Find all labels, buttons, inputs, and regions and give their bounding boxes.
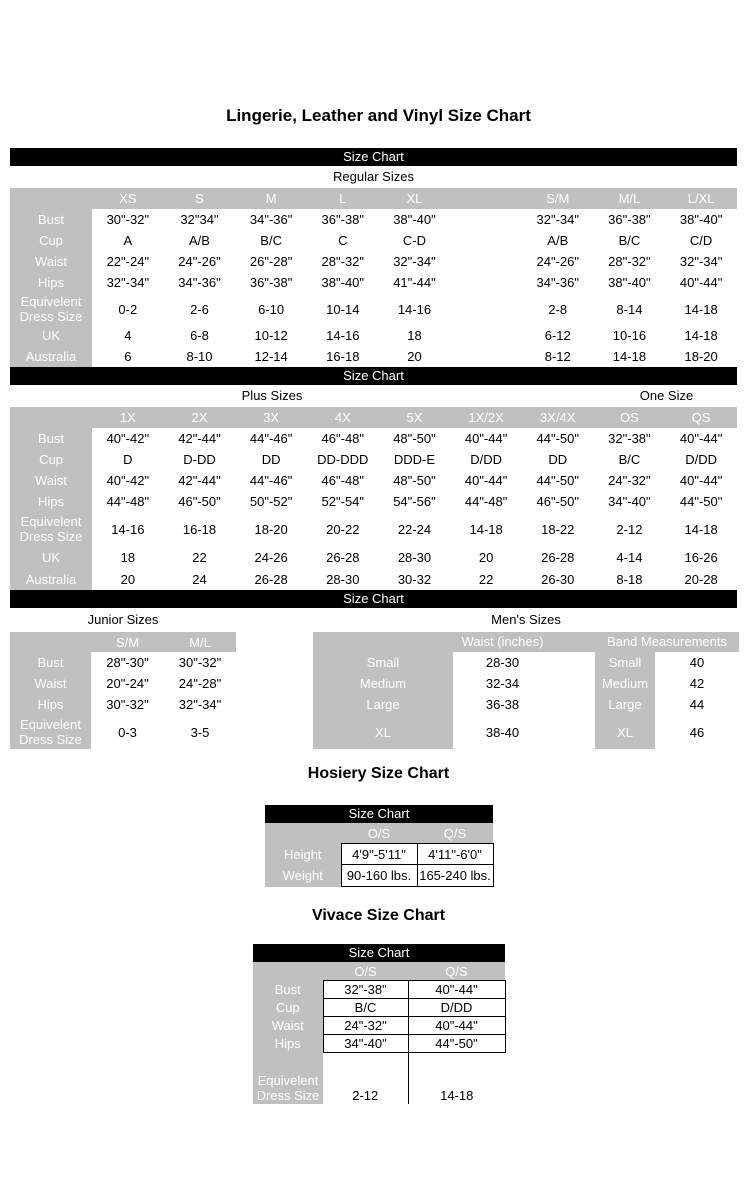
size-cell: 46"-50"	[522, 491, 594, 512]
size-cell: 2-12	[594, 512, 666, 546]
size-cell	[450, 230, 522, 251]
size-cell: 41"-44"	[379, 272, 451, 293]
table-row	[253, 1035, 505, 1053]
size-cell: 2-12	[323, 1065, 408, 1104]
size-cell: 28"-32"	[594, 251, 666, 272]
row-label	[253, 1053, 323, 1066]
mens-band-table	[595, 652, 739, 749]
size-cell: 8-10	[164, 346, 236, 367]
size-cell: 4-14	[594, 546, 666, 568]
size-cell: 32"-34"	[665, 251, 737, 272]
size-cell: 26-28	[235, 568, 307, 590]
size-cell: 26"-28"	[235, 251, 307, 272]
size-cell: 10-12	[235, 325, 307, 346]
column-header: 1X	[92, 407, 164, 428]
size-cell: 34"-36"	[522, 272, 594, 293]
column-header-row	[253, 962, 505, 981]
column-header: L	[307, 188, 379, 209]
size-cell: C	[307, 230, 379, 251]
size-cell: B/C	[594, 449, 666, 470]
size-cell: 52"-54"	[307, 491, 379, 512]
table-row	[10, 568, 737, 590]
row-label: Medium	[313, 673, 453, 694]
size-chart-bar: Size Chart	[253, 944, 505, 962]
size-cell: 46	[655, 715, 739, 749]
table-row	[10, 325, 737, 346]
size-cell: D-DD	[164, 449, 236, 470]
column-header-row	[10, 632, 236, 652]
row-label: Height	[265, 844, 341, 865]
corner-cell	[10, 632, 91, 652]
corner-cell	[253, 962, 323, 981]
waist-inches-header: Waist (inches)	[461, 634, 544, 649]
column-header-row	[265, 823, 493, 844]
size-cell: 44"-50"	[408, 1035, 505, 1053]
size-cell: B/C	[235, 230, 307, 251]
column-header	[450, 188, 522, 209]
size-cell: 38"-40"	[379, 209, 451, 230]
row-label: Australia	[10, 346, 92, 367]
row-label: Hips	[10, 491, 92, 512]
table-row	[253, 999, 505, 1017]
size-cell: C/D	[665, 230, 737, 251]
column-header: OS	[594, 407, 666, 428]
row-label: Bust	[10, 209, 92, 230]
table-row	[10, 673, 236, 694]
size-cell: 0-3	[91, 715, 164, 749]
size-cell: 16-18	[164, 512, 236, 546]
table-row	[265, 844, 493, 865]
size-chart-bar: Size Chart	[10, 590, 737, 608]
size-cell: 38"-40"	[307, 272, 379, 293]
size-cell: 50"-52"	[235, 491, 307, 512]
size-cell: 22"-24"	[92, 251, 164, 272]
row-label: Medium	[595, 673, 655, 694]
size-cell: D	[92, 449, 164, 470]
mens-waist-table	[313, 652, 552, 749]
size-cell: 8-12	[522, 346, 594, 367]
table-row	[253, 981, 505, 999]
size-cell: 6-8	[164, 325, 236, 346]
table-row	[10, 272, 737, 293]
table-row	[313, 715, 552, 749]
size-cell: B/C	[594, 230, 666, 251]
size-cell: DDD-E	[379, 449, 451, 470]
size-cell: D/DD	[450, 449, 522, 470]
table-row	[10, 715, 236, 749]
size-cell: 4	[92, 325, 164, 346]
table-row	[10, 293, 737, 325]
vivace-title: Vivace Size Chart	[311, 907, 446, 924]
row-label: XL	[595, 715, 655, 749]
size-chart-bar: Size Chart	[265, 805, 493, 823]
table-row	[595, 652, 739, 673]
size-cell: 32"-34"	[164, 694, 236, 715]
size-chart-bar: Size Chart	[10, 367, 737, 385]
size-cell	[450, 209, 522, 230]
size-cell: 12-14	[235, 346, 307, 367]
size-cell: 34"-36"	[164, 272, 236, 293]
size-cell: 22	[164, 546, 236, 568]
size-cell: 40"-44"	[665, 470, 737, 491]
size-cell: 44"-46"	[235, 428, 307, 449]
hosiery-title: Hosiery Size Chart	[307, 765, 450, 782]
row-label: Bust	[10, 428, 92, 449]
table-row	[10, 230, 737, 251]
row-label: Australia	[10, 568, 92, 590]
size-cell	[450, 346, 522, 367]
size-cell: 20	[92, 568, 164, 590]
row-label: Large	[313, 694, 453, 715]
table-row	[10, 428, 737, 449]
row-label: Equivelent Dress Size	[10, 512, 92, 546]
size-cell: 14-16	[92, 512, 164, 546]
size-cell: 24"-26"	[522, 251, 594, 272]
table-row	[595, 694, 739, 715]
size-cell: 40	[655, 652, 739, 673]
column-header: 3X	[235, 407, 307, 428]
size-cell: 24"-28"	[164, 673, 236, 694]
size-cell: 2-6	[164, 293, 236, 325]
regular-sizes-label: Regular Sizes	[333, 169, 414, 184]
spacer-cell	[408, 1053, 505, 1066]
size-cell: 24"-26"	[164, 251, 236, 272]
size-cell: A	[92, 230, 164, 251]
vivace-size-table	[253, 962, 506, 1104]
regular-sizes-table	[10, 188, 737, 367]
column-header: S/M	[522, 188, 594, 209]
size-cell: B/C	[323, 999, 408, 1017]
size-cell: 30"-32"	[164, 652, 236, 673]
size-cell: 14-18	[408, 1065, 505, 1104]
row-label: Cup	[10, 230, 92, 251]
junior-mens-titles-row	[10, 608, 737, 632]
size-cell: 44"-48"	[92, 491, 164, 512]
table-row	[10, 449, 737, 470]
size-cell: 14-18	[594, 346, 666, 367]
size-cell: 14-18	[450, 512, 522, 546]
plus-sizes-table	[10, 407, 737, 590]
table-row	[313, 652, 552, 673]
size-cell: 30"-32"	[91, 694, 164, 715]
column-header: Q/S	[417, 823, 493, 844]
size-cell: 30"-32"	[92, 209, 164, 230]
size-cell: A/B	[522, 230, 594, 251]
column-header: S	[164, 188, 236, 209]
size-cell: 32"-34"	[379, 251, 451, 272]
size-cell: DD-DDD	[307, 449, 379, 470]
table-row	[10, 470, 737, 491]
row-label: Hips	[253, 1035, 323, 1053]
corner-cell	[10, 407, 92, 428]
size-cell: 40"-44"	[665, 272, 737, 293]
size-cell: 18-20	[235, 512, 307, 546]
size-cell: 40"-44"	[665, 428, 737, 449]
size-cell: 44"-48"	[450, 491, 522, 512]
size-cell: 48"-50"	[379, 428, 451, 449]
size-cell: 48"-50"	[379, 470, 451, 491]
junior-mens-section	[10, 632, 737, 749]
size-cell: A/B	[164, 230, 236, 251]
size-cell	[450, 251, 522, 272]
size-cell: 20-22	[307, 512, 379, 546]
size-cell: 22-24	[379, 512, 451, 546]
size-cell: 6-10	[235, 293, 307, 325]
size-cell: 28"-32"	[307, 251, 379, 272]
size-cell: 34"-40"	[594, 491, 666, 512]
size-cell: 10-14	[307, 293, 379, 325]
size-cell: 40"-44"	[408, 981, 505, 999]
mens-header-bar	[313, 632, 739, 652]
table-row	[253, 1017, 505, 1035]
size-cell: 90-160 lbs.	[341, 865, 417, 887]
row-label: UK	[10, 546, 92, 568]
size-cell: 46"-48"	[307, 428, 379, 449]
size-cell: 10-16	[594, 325, 666, 346]
size-cell: 14-16	[379, 293, 451, 325]
size-cell: DD	[522, 449, 594, 470]
table-row	[595, 715, 739, 749]
size-cell	[450, 272, 522, 293]
row-label: Waist	[10, 251, 92, 272]
band-measurements-header: Band Measurements	[607, 634, 727, 649]
size-cell: DD	[235, 449, 307, 470]
column-header: 4X	[307, 407, 379, 428]
size-cell: 2-8	[522, 293, 594, 325]
size-cell: 28-30	[307, 568, 379, 590]
row-label: Cup	[253, 999, 323, 1017]
column-header: XL	[379, 188, 451, 209]
corner-cell	[265, 823, 341, 844]
column-header: QS	[665, 407, 737, 428]
size-chart-bar: Size Chart	[10, 148, 737, 166]
size-cell: 26-28	[307, 546, 379, 568]
size-cell: 46"-50"	[164, 491, 236, 512]
size-cell: 42"-44"	[164, 428, 236, 449]
size-cell: 36"-38"	[235, 272, 307, 293]
row-label: Small	[595, 652, 655, 673]
size-cell: 165-240 lbs.	[417, 865, 493, 887]
size-cell: 6	[92, 346, 164, 367]
size-cell: 18	[92, 546, 164, 568]
plus-sizes-label: Plus Sizes	[241, 388, 303, 403]
size-cell: 4'9"-5'11"	[341, 844, 417, 865]
row-label: Equivelent Dress Size	[253, 1065, 323, 1104]
one-size-label: One Size	[639, 388, 694, 403]
row-label: Weight	[265, 865, 341, 887]
size-cell: D/DD	[665, 449, 737, 470]
table-row	[595, 673, 739, 694]
size-cell: 36"-38"	[307, 209, 379, 230]
column-header: 3X/4X	[522, 407, 594, 428]
row-label: Hips	[10, 272, 92, 293]
size-cell: 36-38	[453, 694, 552, 715]
size-cell: 46"-48"	[307, 470, 379, 491]
size-cell: C-D	[379, 230, 451, 251]
size-cell: 8-14	[594, 293, 666, 325]
row-label: XL	[313, 715, 453, 749]
column-header: O/S	[341, 823, 417, 844]
size-cell: 40"-44"	[408, 1017, 505, 1035]
table-row	[10, 546, 737, 568]
size-cell: 20-28	[665, 568, 737, 590]
size-cell: 32"-34"	[522, 209, 594, 230]
size-cell: D/DD	[408, 999, 505, 1017]
size-cell: 38"-40"	[665, 209, 737, 230]
hosiery-size-table	[265, 823, 494, 887]
size-cell: 38-40	[453, 715, 552, 749]
size-cell: 44	[655, 694, 739, 715]
size-cell: 44"-50"	[522, 470, 594, 491]
size-cell: 16-18	[307, 346, 379, 367]
row-label: Waist	[10, 673, 91, 694]
size-cell: 40"-42"	[92, 428, 164, 449]
page-title: Lingerie, Leather and Vinyl Size Chart	[226, 106, 531, 125]
row-label: Equivelent Dress Size	[10, 715, 91, 749]
size-cell: 54"-56"	[379, 491, 451, 512]
size-cell: 34"-36"	[235, 209, 307, 230]
size-cell: 44"-50"	[665, 491, 737, 512]
junior-sizes-table	[10, 632, 236, 749]
size-cell: 14-18	[665, 325, 737, 346]
table-row	[10, 209, 737, 230]
size-cell: 24-26	[235, 546, 307, 568]
size-cell: 28"-30"	[91, 652, 164, 673]
row-label: Bust	[10, 652, 91, 673]
size-cell: 32"-34"	[92, 272, 164, 293]
size-cell: 24	[164, 568, 236, 590]
size-cell: 30-32	[379, 568, 451, 590]
table-row	[313, 673, 552, 694]
size-cell: 8-18	[594, 568, 666, 590]
table-row	[265, 865, 493, 887]
plus-one-size-row	[10, 385, 737, 407]
row-label: Hips	[10, 694, 91, 715]
size-cell: 40"-44"	[450, 470, 522, 491]
size-cell: 38"-40"	[594, 272, 666, 293]
column-header: M/L	[594, 188, 666, 209]
size-cell: 16-26	[665, 546, 737, 568]
column-header: S/M	[91, 632, 164, 652]
size-cell: 26-30	[522, 568, 594, 590]
size-cell: 40"-42"	[92, 470, 164, 491]
size-cell: 20"-24"	[91, 673, 164, 694]
size-cell: 28-30	[453, 652, 552, 673]
size-cell: 28-30	[379, 546, 451, 568]
column-header: 1X/2X	[450, 407, 522, 428]
size-cell: 14-16	[307, 325, 379, 346]
size-cell: 32"34"	[164, 209, 236, 230]
table-row	[10, 346, 737, 367]
row-label: Cup	[10, 449, 92, 470]
size-cell: 14-18	[665, 293, 737, 325]
size-cell: 18-22	[522, 512, 594, 546]
mens-sizes-label: Men's Sizes	[491, 612, 561, 627]
table-row	[10, 512, 737, 546]
size-cell: 32"-38"	[594, 428, 666, 449]
size-cell: 32"-38"	[323, 981, 408, 999]
size-cell: 6-12	[522, 325, 594, 346]
column-header: M/L	[164, 632, 236, 652]
column-header-row	[10, 188, 737, 209]
table-row	[10, 251, 737, 272]
size-cell	[450, 325, 522, 346]
column-header: XS	[92, 188, 164, 209]
mens-sizes-block	[313, 632, 739, 749]
column-header-row	[10, 407, 737, 428]
size-cell	[450, 293, 522, 325]
row-label: Large	[595, 694, 655, 715]
column-header: 5X	[379, 407, 451, 428]
size-cell: 20	[379, 346, 451, 367]
size-cell: 18	[379, 325, 451, 346]
size-cell: 44"-46"	[235, 470, 307, 491]
size-cell: 26-28	[522, 546, 594, 568]
size-cell: 22	[450, 568, 522, 590]
column-header: M	[235, 188, 307, 209]
size-cell: 3-5	[164, 715, 236, 749]
table-row	[10, 652, 236, 673]
size-cell: 18-20	[665, 346, 737, 367]
size-cell: 40"-44"	[450, 428, 522, 449]
table-row	[10, 491, 737, 512]
size-cell: 42	[655, 673, 739, 694]
size-cell: 14-18	[665, 512, 737, 546]
size-cell: 4'11"-6'0"	[417, 844, 493, 865]
size-cell: 20	[450, 546, 522, 568]
size-cell: 32-34	[453, 673, 552, 694]
size-cell: 24"-32"	[323, 1017, 408, 1035]
spacer-row	[253, 1053, 505, 1066]
size-cell: 24"-32"	[594, 470, 666, 491]
column-header: 2X	[164, 407, 236, 428]
row-label: Bust	[253, 981, 323, 999]
size-cell: 34"-40"	[323, 1035, 408, 1053]
table-row	[253, 1065, 505, 1104]
table-row	[313, 694, 552, 715]
row-label: Small	[313, 652, 453, 673]
row-label: Waist	[10, 470, 92, 491]
size-cell: 0-2	[92, 293, 164, 325]
column-header: O/S	[323, 962, 408, 981]
corner-cell	[10, 188, 92, 209]
row-label: Equivelent Dress Size	[10, 293, 92, 325]
column-header: Q/S	[408, 962, 505, 981]
size-cell: 42"-44"	[164, 470, 236, 491]
row-label: UK	[10, 325, 92, 346]
column-header: L/XL	[665, 188, 737, 209]
row-label: Waist	[253, 1017, 323, 1035]
spacer-cell	[323, 1053, 408, 1066]
table-row	[10, 694, 236, 715]
junior-sizes-label: Junior Sizes	[87, 612, 159, 627]
size-cell: 36"-38"	[594, 209, 666, 230]
size-cell: 44"-50"	[522, 428, 594, 449]
